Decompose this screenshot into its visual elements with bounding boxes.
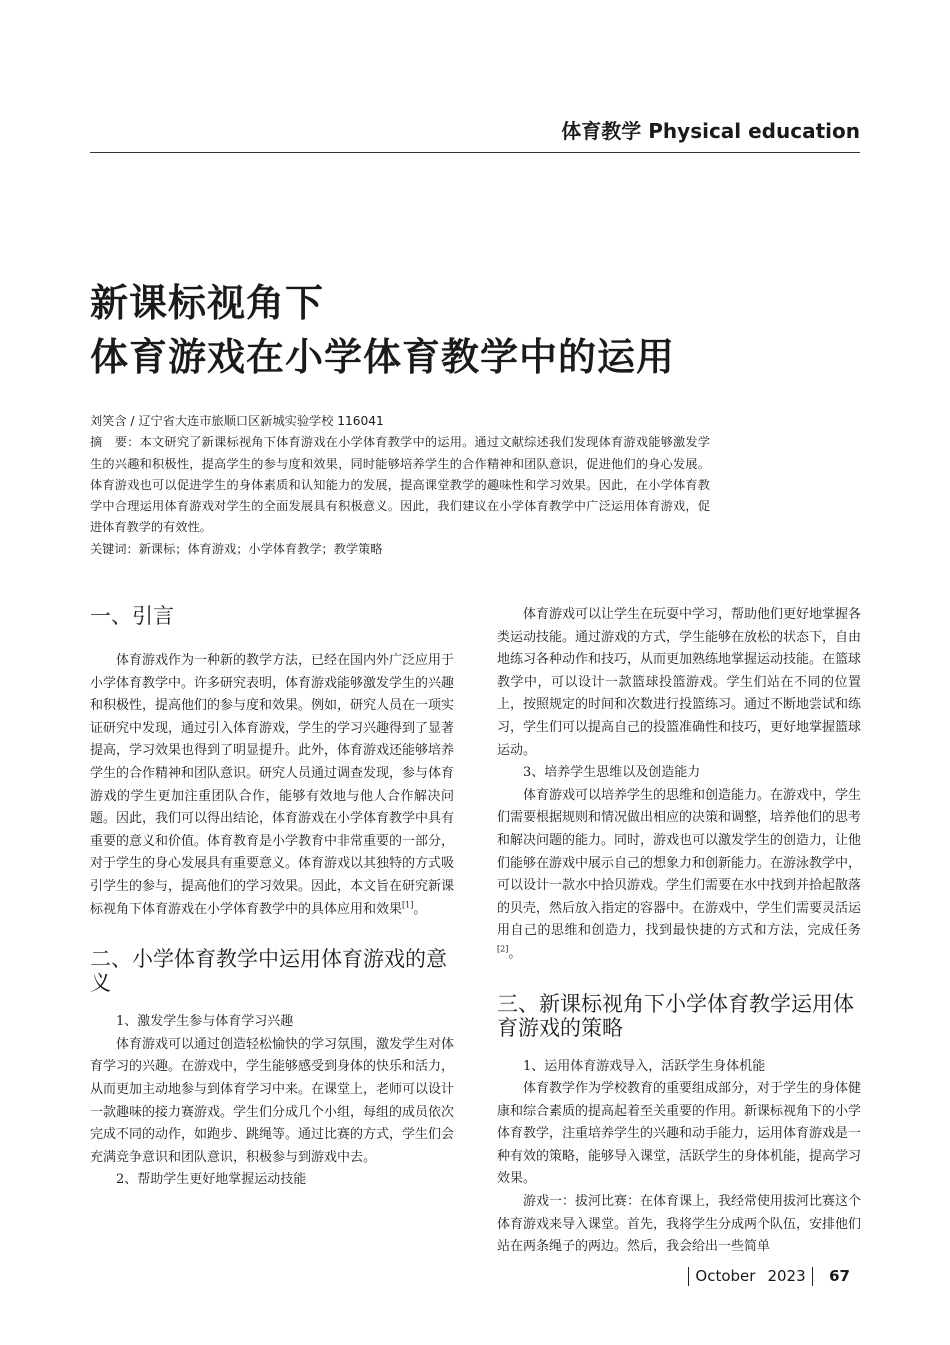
right-paragraph-2 [497, 785, 861, 966]
section-3-paragraph-2: 游戏一：拔河比赛：在体育课上，我经常使用拔河比赛这个体育游戏来导入课堂。首先，我将学生分成两个队伍，安排他们站在两条绳子的两边。然后，我会给出一些简单 [497, 1194, 862, 1255]
title-line-1: 新课标视角下 [90, 280, 325, 325]
keywords: 关键词：新课标；体育游戏；小学体育教学；教学策略 [90, 541, 383, 556]
section-3-paragraph-1: 体育教学作为学校教育的重要组成部分，对于学生的身体健康和综合素质的提高起着至关重要的作用。新课标视角下的小学体育教学，注重培养学生的兴趣和动手能力，运用体育游戏是一种有效的策略，能够导入课堂，活跃学生的身体机能，提高学习效果。 [497, 1081, 862, 1187]
page-number: 67 [829, 1267, 850, 1285]
footer-year: 2023 [767, 1267, 806, 1285]
section-1-title: 一、引言 [90, 604, 174, 628]
journal-section-header: 体育教学 Physical education [561, 119, 860, 143]
section-2-subheading-1: 1、激发学生参与体育学习兴趣 [116, 1014, 294, 1030]
right-column [497, 604, 861, 1259]
footer-divider [688, 1267, 690, 1286]
article-title [90, 276, 870, 384]
header-divider [90, 152, 860, 153]
paragraph-text: 体育游戏作为一种新的教学方法，已经在国内外广泛应用于小学体育教学中。许多研究表明，体育游戏能够激发学生的兴趣和积极性，提高他们的参与度和效果。例如，研究人员在一项实证研究中发现，通过引入体育游戏，学生的学习兴趣得到了显著提高，学习效果也得到了明显提升。此外，体育游戏还能够培养学生的合作精神和团队意识。研究人员通过调查发现，参与体育游戏的学生更加注重团队合作，能够有效地与他人合作解决问题。因此，我们可以得出结论，体育游戏在小学体育教学中具有重要的意义和价值。体育教育是小学教育中非常重要的一部分，对于学生的身心发展具有重要意义。体育游戏以其独特的方式吸引学生的参与，提高他们的学习效果。因此，本文旨在研究新课标视角下体育游戏在小学体育教学中的具体应用和效果 [90, 653, 455, 917]
paragraph-end: 。 [413, 901, 427, 917]
section-1-paragraph [90, 650, 454, 921]
section-3-title: 三、新课标视角下小学体育教学运用体育游戏的策略 [497, 991, 854, 1040]
author-line: 刘笑含 / 辽宁省大连市旅顺口区新城实验学校 116041 [90, 414, 384, 428]
section-2-subheading-2: 2、帮助学生更好地掌握运动技能 [116, 1172, 307, 1188]
paragraph-end: 。 [508, 945, 522, 961]
title-line-2: 体育游戏在小学体育教学中的运用 [90, 334, 676, 379]
footer-month: October [695, 1267, 756, 1285]
reference-2: [2] [497, 944, 509, 954]
section-2-subheading-3: 3、培养学生思维以及创造能力 [523, 765, 701, 781]
left-column [90, 604, 454, 1192]
page-footer [682, 1265, 850, 1287]
section-3-subheading-1: 1、运用体育游戏导入，活跃学生身体机能 [523, 1058, 766, 1074]
reference-1: [1] [402, 900, 414, 910]
abstract: 摘 要：本文研究了新课标视角下体育游戏在小学体育教学中的运用。通过文献综述我们发现体育游戏能够激发学生的兴趣和积极性，提高学生的参与度和效果，同时能够培养学生的合作精神和团队意识，促进他们的身心发展。体育游戏也可以促进学生的身体素质和认知能力的发展，提高课堂教学的趣味性和学习效果。因此，在小学体育教学中合理运用体育游戏对学生的全面发展具有积极意义。因此，我们建议在小学体育教学中广泛运用体育游戏，促进体育教学的有效性。 [90, 435, 710, 535]
section-2-title: 二、小学体育教学中运用体育游戏的意义 [90, 947, 447, 996]
footer-divider [812, 1267, 814, 1286]
paragraph-text: 体育游戏可以培养学生的思维和创造能力。在游戏中，学生们需要根据规则和情况做出相应的决策和调整，培养他们的思考和解决问题的能力。同时，游戏也可以激发学生的创造力，让他们能够在游戏中展示自己的想象力和创新能力。在游泳教学中，可以设计一款水中拾贝游戏。学生们需要在水中找到并拾起散落的贝壳，然后放入指定的容器中。在游戏中，学生们需要灵活运用自己的思维和创造力，找到最快捷的方式和方法，完成任务 [497, 787, 862, 939]
section-2-paragraph-1: 体育游戏可以通过创造轻松愉快的学习氛围，激发学生对体育学习的兴趣。在游戏中，学生能够感受到身体的快乐和活力，从而更加主动地参与到体育学习中来。在课堂上，老师可以设计一款趣味的接力赛游戏。学生们分成几个小组，每组的成员依次完成不同的动作，如跑步、跳绳等。通过比赛的方式，学生们会充满竞争意识和团队意识，积极参与到游戏中去。 [90, 1036, 455, 1165]
article-meta [90, 411, 710, 560]
right-paragraph-1: 体育游戏可以让学生在玩耍中学习，帮助他们更好地掌握各类运动技能。通过游戏的方式，学生能够在放松的状态下，自由地练习各种动作和技巧，从而更加熟练地掌握运动技能。在篮球教学中，可以设计一款篮球投篮游戏。学生们站在不同的位置上，按照规定的时间和次数进行投篮练习。通过不断地尝试和练习，学生们可以提高自己的投篮准确性和技巧，更好地掌握篮球运动。 [497, 607, 862, 758]
